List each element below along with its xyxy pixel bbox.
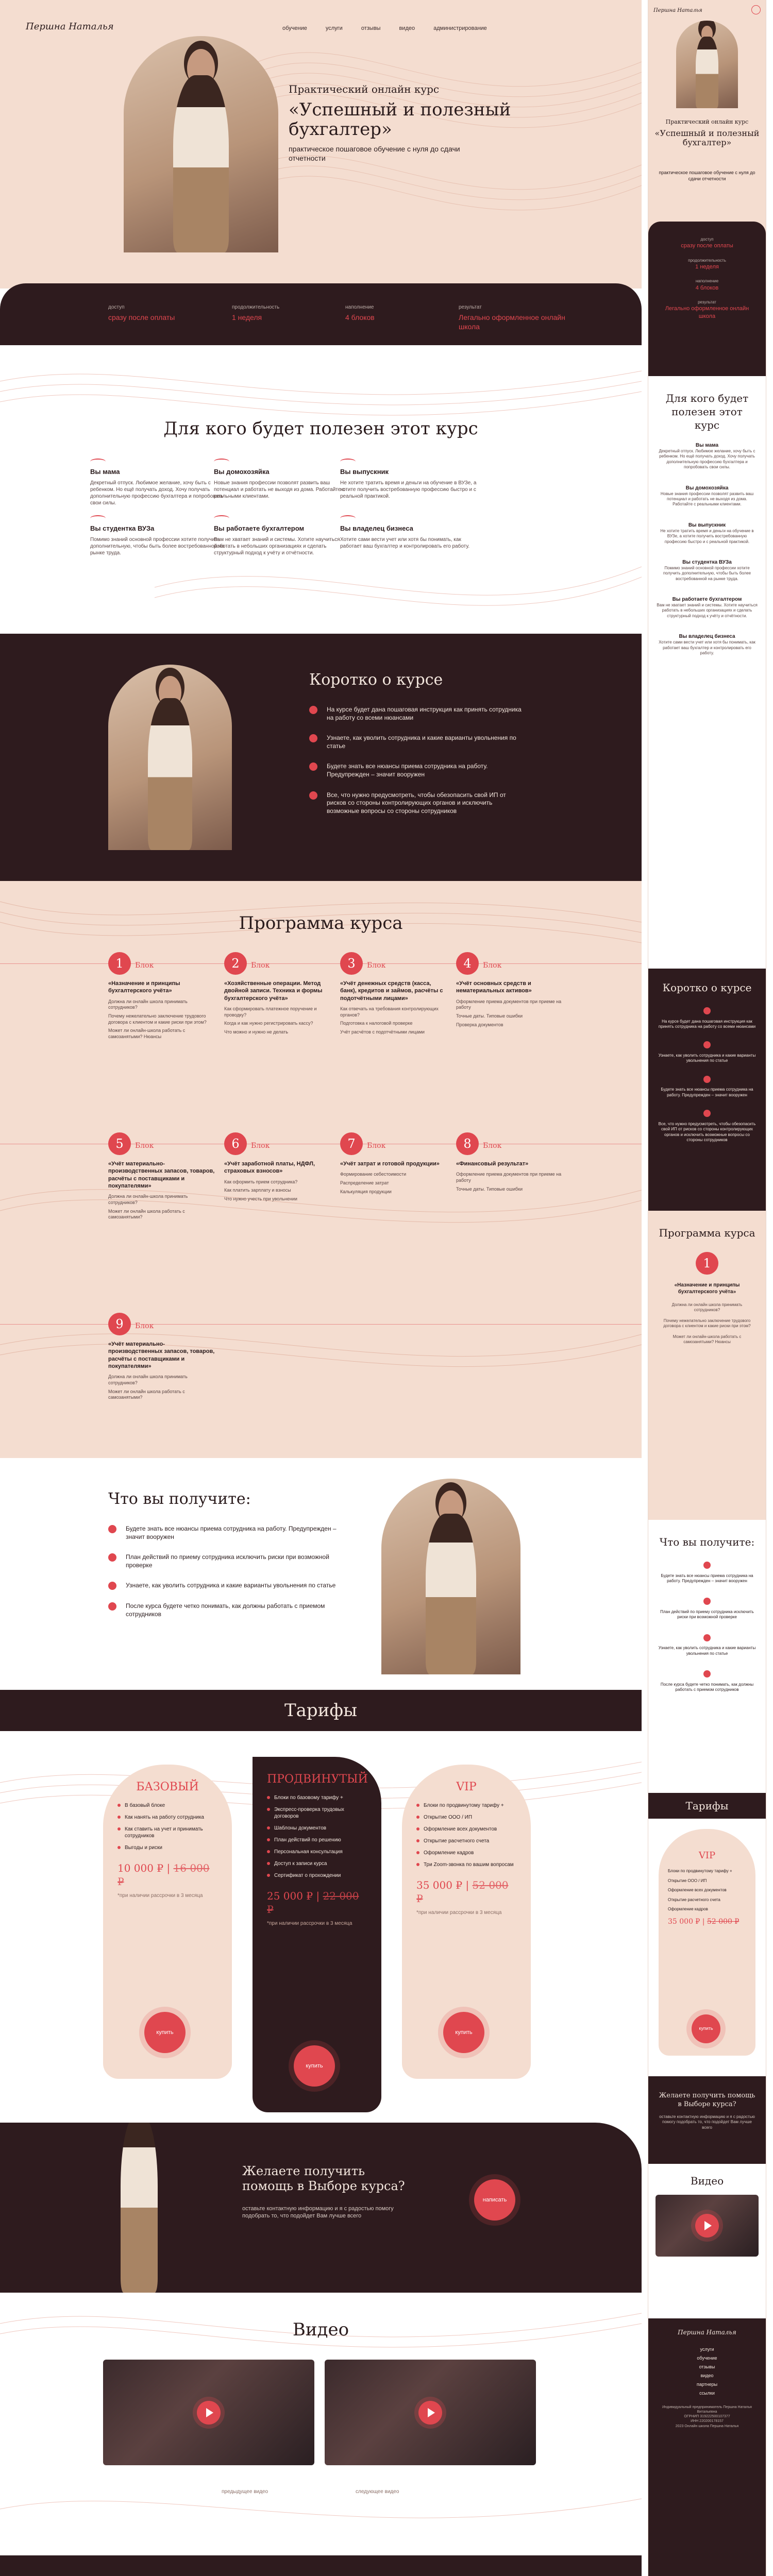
write-button[interactable]: написать — [474, 2179, 515, 2221]
mobile-gain: Что вы получите: Будете знать все нюансы приема сотрудника на работу. Предупрежден – значит вооружен План действий по приему сотрудника исключить риски при возможной проверке Узнаете, как уволить сотрудника и какие варианты увольнения по статье После курса будете четко понимать, как должны работать с приемом сотрудников — [648, 1520, 766, 1819]
program-block: 5 Блок «Учёт материально-производственных запасов, товаров, расчёты с поставщиками и покупателями» Должна ли онлайн-школа принимать сотрудников? Может ли онлайн школа работать с самозанятыми? — [108, 1132, 216, 1223]
video-section — [0, 2293, 642, 2555]
mobile-hero: Першна Наталья Практический онлайн курс «Успешный и полезный бухгалтер» практическое пошаговое обучение с нуля до сдачи отчетности — [648, 0, 766, 237]
divider — [0, 1324, 642, 1325]
tariff-card-advanced: ПРОДВИНУТЫЙ Блоки по базовому тарифу + Экспресс-проверка трудовых договоров Шаблоны документов План действий по решению Персональная консультация Доступ к записи курса Сертификат о прохождении 25 000 ₽ | 22 000 ₽ *при наличии рассрочки в 3 месяца купить — [253, 1757, 381, 2112]
gain-item: Узнаете, как уволить сотрудника и какие варианты увольнения по статье — [108, 1582, 340, 1590]
program-block: 8 Блок «Финансовый результат» Оформление приема документов при приеме на работу Точные даты. Типовые ошибки — [456, 1132, 564, 1195]
wave-icon — [340, 515, 356, 521]
program-title: Программа курса — [239, 913, 403, 934]
buy-button[interactable]: купить — [692, 2014, 720, 2043]
mobile-program: Программа курса 1 «Назначение и принципы бухгалтерского учёта» Должна ли онлайн школа принимать сотрудников? Почему нежелательно заключение трудового договора с клиентом и какие риски при этом? Может ли онлайн-школа работать с самозанятыми? Нюансы — [648, 1211, 766, 1520]
about-photo — [108, 665, 232, 850]
gain-item: План действий по приему сотрудника исключить риски при возможной проверке — [108, 1553, 340, 1569]
nav-link-services[interactable]: услуги — [325, 25, 343, 31]
mobile-footer: Першна Наталья услуги обучение отзывы видео партнеры ссылки Индивидуальный предприниматель Першна Наталья Витальевна ОГРНИП 319222500107377 ИНН 220200178157 2023 Онлайн школа Першна Наталья — [648, 2318, 766, 2576]
stat-duration: продолжительность 1 неделя — [232, 304, 280, 321]
gain-title: Что вы получите: — [108, 1490, 251, 1508]
buy-button[interactable]: купить — [144, 2012, 186, 2053]
audience-card: Вы владелец бизнеса Хотите сами вести учет или хотя бы понимать, как работает ваш бухгалтер и контролировать его работу. — [340, 515, 479, 550]
audience-card: Вы студентка ВУЗа Помимо знаний основной профессии хотите получить дополнительную, чтобы быть более востребованной на рынке труда. — [90, 515, 229, 556]
help-photo — [88, 2123, 191, 2293]
tariffs-header — [0, 1690, 642, 1731]
hero-photo — [124, 36, 278, 252]
gain-list — [108, 1525, 340, 1631]
menu-icon[interactable] — [751, 5, 761, 14]
video-title: Видео — [292, 2319, 349, 2340]
footer — [0, 2555, 642, 2576]
audience-title: Для кого будет полезен этот курс — [163, 418, 478, 439]
hero-kicker: Практический онлайн курс — [289, 83, 440, 95]
stat-result: результат Легально оформленное онлайн школа — [459, 304, 565, 331]
hero-section — [0, 0, 642, 289]
hero-text — [289, 82, 536, 163]
program-block: 6 Блок «Учёт заработной платы, НДФЛ, страховых взносов» Как оформить прием сотрудника? Как платить зарплату и взносы Что нужно учесть при увольнении — [224, 1132, 332, 1205]
prev-video-link[interactable]: предыдущее видео — [222, 2489, 268, 2495]
program-block: 1 Блок «Назначение и принципы бухгалтерского учёта» Должна ли онлайн школа принимать сотрудников? Почему нежелательно заключение трудового договора с клиентом и какие риски при этом? Может ли онлайн-школа работать с самозанятыми? Нюансы — [108, 952, 216, 1043]
mobile-tariff-vip: VIP Блоки по продвинутому тарифу + Открытие ООО / ИП Оформление всех документов Открытие расчетного счета Оформление кадров 35 000 ₽ | 52 000 ₽ купить — [659, 1829, 755, 2056]
mobile-help: Желаете получить помощь в Выборе курса? оставьте контактную информацию и я с радостью помогу подобрать то, что подойдет Вам лучше всего — [648, 2076, 766, 2164]
nav-link-reviews[interactable]: отзывы — [361, 25, 381, 31]
buy-button[interactable]: купить — [294, 2045, 335, 2087]
next-video-link[interactable]: следующее видео — [356, 2489, 399, 2495]
hero-title: «Успешный и полезный бухгалтер» — [289, 99, 511, 140]
audience-card: Вы работаете бухгалтером Вам не хватает знаний и системы. Хотите научиться работать в небольших организациях и сделать структурный подход к учёту и отчётности. — [214, 515, 353, 556]
wave-icon — [90, 515, 106, 521]
gain-item: После курса будете четко понимать, как должны работать с приемом сотрудников — [108, 1602, 340, 1618]
video-player[interactable] — [656, 2195, 759, 2257]
mobile-video: Видео — [648, 2164, 766, 2318]
mobile-tariffs-header: Тарифы — [648, 1793, 766, 1819]
play-icon[interactable] — [197, 2401, 221, 2425]
help-title: Желаете получить помощь в Выборе курса? — [242, 2164, 405, 2193]
buy-button[interactable]: купить — [443, 2012, 484, 2053]
hero-subtitle: практическое пошаговое обучение с нуля до сдачи отчетности — [289, 145, 460, 163]
video-player[interactable] — [325, 2360, 536, 2465]
stats-bar — [0, 283, 642, 345]
about-item: Будете знать все нюансы приема сотрудника на работу. Предупрежден – значит вооружен — [309, 762, 526, 778]
program-block: 9 Блок «Учёт материально-производственных запасов, товаров, расчёты с поставщиками и покупателями» Должна ли онлайн школа принимать сотрудников? Может ли онлайн школа работать с самозанятыми? — [108, 1313, 216, 1403]
audience-card: Вы мама Декретный отпуск. Любимое желание, хочу быть с ребенком. Но ещё получать доход. Хочу получать дополнительную профессию бухгалтера и попробовать свои силы. — [90, 459, 229, 506]
about-item: Все, что нужно предусмотреть, чтобы обезопасить свой ИП от рисков со стороны контролирующих органов и исключить возможные вопросы со стороны сотрудников — [309, 791, 526, 816]
wave-icon — [214, 515, 229, 521]
wave-icon — [214, 459, 229, 465]
help-text: оставьте контактную информацию и я с радостью помогу подобрать то, что подойдет Вам лучше всего — [242, 2206, 394, 2219]
about-section — [0, 634, 642, 881]
mobile-audience: Для кого будет полезен этот курс Вы мама Декретный отпуск. Любимое желание, хочу быть с ребенком. Но ещё получать доход. Хочу получать дополнительную профессию бухгалтера и попробовать свои силы. Вы домохозяйка Новые знания профессии позволят развить ваш потенциал и работать не выходя из дома. Работайте с реальными клиентами. Вы выпускник Не хотите тратить время и деньги на обучение в ВУЗе, а хотите получить востребованную профессию быстро и с реальной практикой. Вы студентка ВУЗа Помимо знаний основной профессии хотите получить дополнительную, чтобы быть более востребованной на рынке труда. Вы работаете бухгалтером Вам не хватает знаний и системы. Хотите научиться работать в небольших организациях и сделать структурный подход к учёту и отчётности. Вы владелец бизнеса Хотите сами вести учет или хотя бы понимать, как работает ваш бухгалтер и контролировать его работу. — [648, 376, 766, 891]
top-nav — [282, 25, 487, 32]
play-icon[interactable] — [418, 2401, 442, 2425]
wave-icon — [340, 459, 356, 465]
help-section — [0, 2123, 642, 2293]
program-block: 3 Блок «Учёт денежных средств (касса, банк), кредитов и займов, расчёты с подотчётными лицами» Как отвечать на требования контролирующих органов? Подготовка к налоговой проверке Учёт расчётов с подотчётными лицами — [340, 952, 448, 1038]
about-item: На курсе будет дана пошаговая инструкция как принять сотрудника на работу со всеми нюансами — [309, 706, 526, 722]
logo[interactable]: Першна Наталья — [26, 21, 114, 32]
program-block: 2 Блок «Хозяйственные операции. Метод двойной записи. Техника и формы бухгалтерского учёта» Как сформировать платежное поручение и проводку? Когда и как нужно регистрировать кассу? Что можно и нужно не делать — [224, 952, 332, 1038]
about-item: Узнаете, как уволить сотрудника и какие варианты увольнения по статье — [309, 734, 526, 750]
program-block: 4 Блок «Учёт основных средств и нематериальных активов» Оформление приема документов при приеме на работу Точные даты. Типовые ошибки Проверка документов — [456, 952, 564, 1030]
audience-card: Вы выпускник Не хотите тратить время и деньги на обучение в ВУЗе, а хотите получить востребованную профессию быстро и с реальной практикой. — [340, 459, 479, 500]
play-icon[interactable] — [695, 2214, 719, 2238]
nav-link-video[interactable]: видео — [399, 25, 415, 31]
stat-content: наполнение 4 блоков — [345, 304, 375, 321]
about-title: Коротко о курсе — [309, 671, 443, 689]
about-list — [309, 706, 526, 827]
program-block: 7 Блок «Учёт затрат и готовой продукции» Формирование себестоимости Распределение затрат Калькуляция продукции — [340, 1132, 448, 1197]
wave-icon — [90, 459, 106, 465]
tariff-card-basic: БАЗОВЫЙ В базовый блоке Как нанять на работу сотрудника Как ставить на учет и принимать сотрудников Выгоды и риски 10 000 ₽ | 16 000 ₽ *при наличии рассрочки в 3 месяца купить — [103, 1765, 232, 2079]
gain-section — [0, 1458, 642, 1690]
mobile-layout — [648, 0, 766, 2576]
mobile-stats: доступ сразу после оплаты продолжительность 1 неделя наполнение 4 блоков результат Легально оформленное онлайн школа — [648, 222, 766, 376]
mobile-hero-photo — [676, 21, 738, 108]
audience-card: Вы домохозяйка Новые знания профессии позволят развить ваш потенциал и работать не выходя из дома. Работайте с реальными клиентами. — [214, 459, 353, 500]
gain-item: Будете знать все нюансы приема сотрудника на работу. Предупрежден – значит вооружен — [108, 1525, 340, 1541]
audience-section — [0, 350, 642, 634]
video-player[interactable] — [103, 2360, 314, 2465]
nav-link-education[interactable]: обучение — [282, 25, 307, 31]
nav-link-admin[interactable]: администрирование — [433, 25, 487, 31]
mobile-tariffs — [648, 1819, 766, 2076]
gain-photo — [381, 1479, 520, 1674]
stat-access: доступ сразу после оплаты — [108, 304, 175, 321]
program-section — [0, 881, 642, 1458]
mobile-about: Коротко о курсе На курсе будет дана пошаговая инструкция как принять сотрудника на работу со всеми нюансами Узнаете, как уволить сотрудника и какие варианты увольнения по статье Будете знать все нюансы приема сотрудника на работу. Предупрежден – значит вооружен Все, что нужно предусмотреть, чтобы обезопасить свой ИП от рисков со стороны контролирующих органов и исключить возможные вопросы со стороны сотрудников — [648, 969, 766, 1211]
tariffs-title: Тарифы — [284, 1700, 358, 1721]
tariff-card-vip: VIP Блоки по продвинутому тарифу + Открытие ООО / ИП Оформление всех документов Открытие расчетного счета Оформление кадров Три Zoom-звонка по вашим вопросам 35 000 ₽ | 52 000 ₽ *при наличии рассрочки в 3 месяца купить — [402, 1765, 531, 2079]
